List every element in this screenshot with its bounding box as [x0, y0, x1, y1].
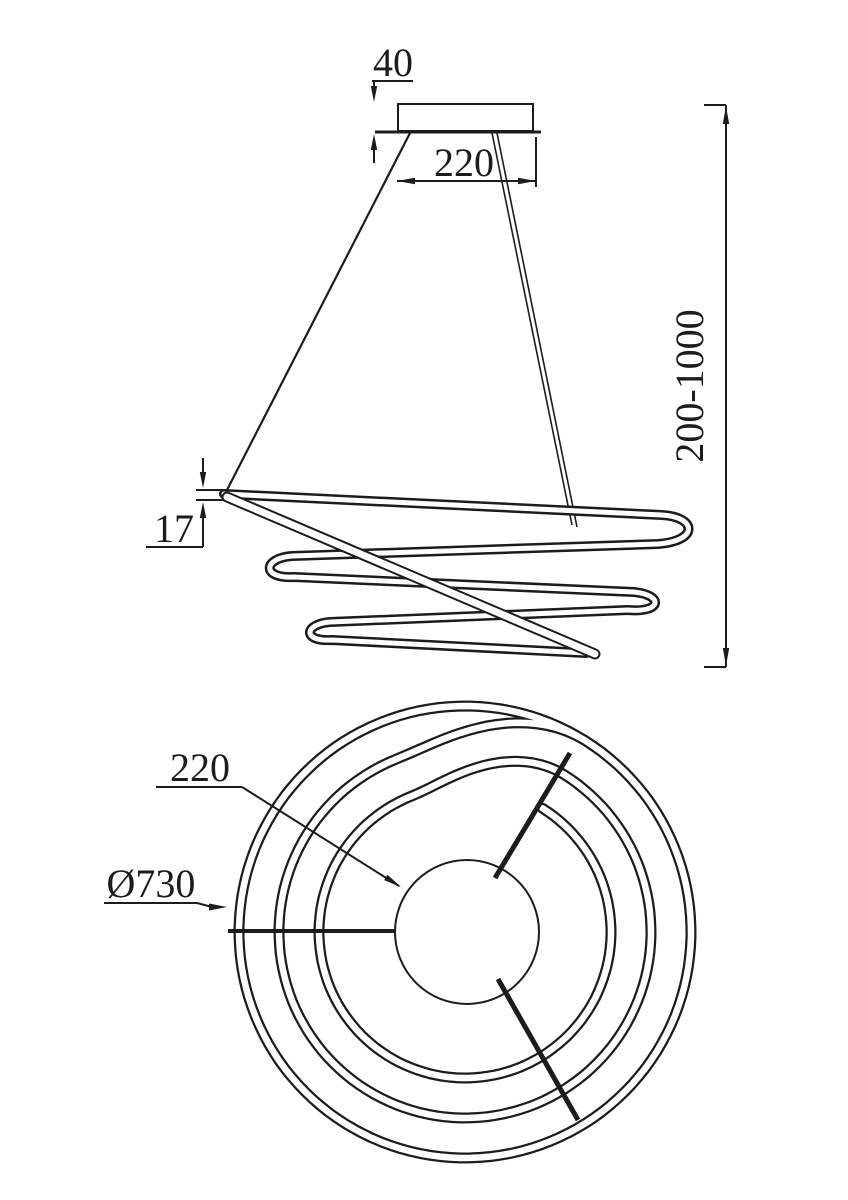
dim-suspension-range-label: 200-1000 [667, 309, 712, 463]
dim-canopy-height-label: 40 [373, 40, 413, 85]
dim-outer-diameter-label: Ø730 [106, 861, 196, 906]
side-view [146, 40, 729, 667]
dim-outer-diameter [104, 861, 227, 911]
helix-tube [224, 494, 689, 653]
dim-tube-diameter [146, 458, 224, 551]
suspension-wire-left [227, 133, 410, 490]
plan-view [104, 706, 691, 1158]
canopy-box [398, 104, 533, 131]
dim-hanger-width [397, 137, 536, 187]
dim-tube-diameter-label: 17 [154, 506, 194, 551]
center-canopy-circle [395, 860, 539, 1004]
dim-center-diameter-label: 220 [170, 745, 230, 790]
suspension-wire-right [492, 133, 577, 527]
dim-hanger-width-label: 220 [434, 140, 494, 185]
dim-canopy-height [371, 40, 413, 163]
dim-suspension-range [667, 105, 729, 667]
